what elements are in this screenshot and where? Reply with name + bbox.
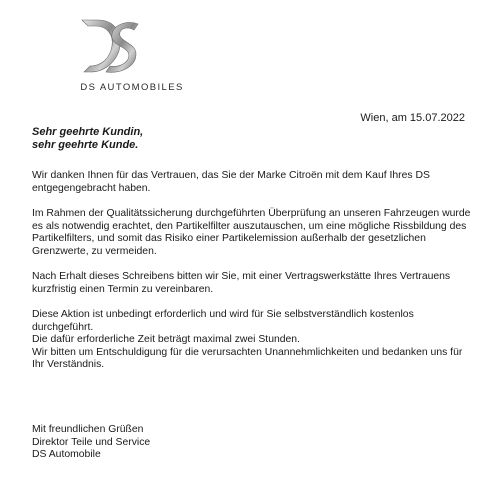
text-line: Wir bitten um Entschuldigung für die verursachten Unannehmlichkeiten und bedanken uns für — [32, 346, 463, 358]
closing-line: Direktor Teile und Service — [32, 436, 151, 448]
text-line: es als notwendig erachtet, den Partikelfilter auszutauschen, um eine mögliche Rissbildung des — [32, 220, 467, 232]
paragraph — [32, 170, 472, 195]
text-line: Die dafür erforderliche Zeit beträgt maximal zwei Stunden. — [32, 334, 300, 345]
text-line: Ihr Verständnis. — [32, 359, 105, 370]
paragraph — [32, 271, 472, 296]
closing-block — [32, 424, 150, 462]
text-line: Grenzwerte, zu vermeiden. — [32, 245, 157, 257]
text-line: Nach Erhalt dieses Schreibens bitten wir Sie, mit einer Vertragswerkstätte Ihres Vertrauens — [32, 271, 451, 282]
ds-monogram-icon — [76, 16, 144, 76]
letter-body — [32, 170, 472, 385]
text-line: Diese Aktion ist unbedingt erforderlich und wird für Sie selbstverständlich kostenlos — [32, 309, 414, 320]
closing-line: DS Automobile — [32, 449, 101, 460]
closing-line: Mit freundlichen Grüßen — [32, 424, 144, 435]
salutation — [32, 126, 143, 152]
paragraph — [32, 309, 472, 372]
text-line: durchgeführt. — [32, 321, 94, 333]
text-line: Partikelfilters, und somit das Risiko einer Partikelemission außerhalb der gesetzlichen — [32, 233, 426, 244]
text-line: Im Rahmen der Qualitätssicherung durchgeführten Überprüfung an unseren Fahrzeugen wurde — [32, 208, 471, 219]
text-line: kurzfristig einen Termin zu vereinbaren. — [32, 283, 214, 295]
salutation-line: sehr geehrte Kunde. — [32, 139, 139, 151]
paragraph — [32, 208, 472, 258]
brand-logo — [62, 16, 182, 100]
letter-date: Wien, am 15.07.2022 — [360, 112, 465, 124]
text-line: entgegengebracht haben. — [32, 182, 151, 194]
text-line: Wir danken Ihnen für das Vertrauen, das Sie der Marke Citroën mit dem Kauf Ihres DS — [32, 170, 430, 181]
brand-name: DS AUTOMOBILES — [80, 82, 184, 93]
salutation-line: Sehr geehrte Kundin, — [32, 126, 144, 138]
